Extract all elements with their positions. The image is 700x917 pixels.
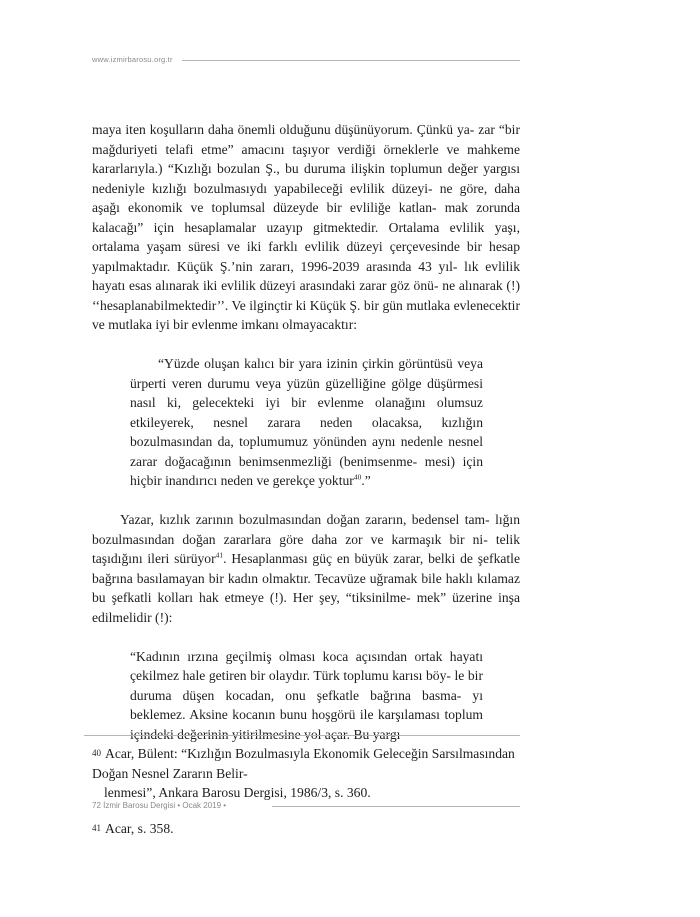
- header-rule: [182, 60, 520, 61]
- footnote-rule: [84, 735, 520, 736]
- text-line: zar “bir mağduriyeti telafi etme” amacını taşıyor verdiği örneklerle ve: [92, 122, 520, 157]
- text-line: ne alınarak (!) ‘‘hesaplanabilmektedir’’. Ve ilginçtir ki Küçük Ş. bir gün: [92, 278, 520, 313]
- body-text: [92, 120, 520, 744]
- footnote: [92, 744, 520, 803]
- text-line: evlilik yaşı, ortalama yaşam süresi ve iki farklı evlilik düzeyi çerçevesinde: [92, 219, 520, 254]
- block-quote: [130, 354, 483, 491]
- text-line: maya iten koşulların daha önemli olduğunu düşünüyorum. Çünkü ya-: [92, 122, 475, 137]
- header-url: www.izmirbarosu.org.tr: [92, 55, 173, 64]
- running-header: [92, 55, 520, 67]
- text-line: bir hesap yapılmaktadır. Küçük Ş.’nin zararı, 1996-2039 arasında 43 yıl-: [92, 239, 520, 274]
- text-line: olumsuz etkileyerek, nesnel zarara neden olacaksa, kızlığın: [130, 395, 483, 430]
- text-line: le bir duruma düşen kocadan, onu şefkatle bağrına basma-: [130, 668, 483, 703]
- text-line: Yazar, kızlık zarının bozulmasından doğan zararın, bedensel tam-: [120, 512, 490, 527]
- text-line: de şefkatle bağrına basılamayan bir kadın olmaktır. Tecavüze uğramak: [92, 551, 520, 586]
- footnotes: [92, 744, 520, 838]
- footnote-text: lenmesi”, Ankara Barosu Dergisi, 1986/3, s. 360.: [104, 785, 371, 800]
- footnote-ref[interactable]: 41: [215, 550, 224, 560]
- footnote-text: Acar, s. 358.: [105, 820, 174, 836]
- text-line: mek” üzerine inşa edilmelidir (!):: [92, 590, 520, 625]
- text-line: “Kadının ırzına geçilmiş olması koca açısından ortak hayatı: [130, 648, 483, 664]
- text-line: telik taşıdığını ileri sürüyor: [92, 531, 520, 566]
- footnote-text: Acar, Bülent: “Kızlığın Bozulmasıyla Ekonomik Geleceğin Sarsılmasından Doğan Nesnel Zararın Belir-: [92, 746, 515, 781]
- text-line: bozulmasından da, toplumumuz yönünden aynı nedenle: [130, 434, 443, 449]
- text-line: “Yüzde oluşan kalıcı bir yara izinin çirkin görüntüsü: [158, 356, 453, 371]
- text-line: ne göre, daha aşağı ekonomik ve toplumsal düzeyde bir evliliğe katlan-: [92, 180, 520, 215]
- text-line: yı beklemez. Aksine kocanın bunu hoşgörü ile karşılaması: [130, 687, 483, 722]
- text-line: mahkeme kararlarıyla.) “Kızlığı bozulan Ş., bu duruma ilişkin toplumun: [92, 141, 520, 176]
- text-line: mutlaka evlenecektir ve mutlaka iyi bir evlenme imkanı olmayacaktır:: [92, 297, 520, 332]
- text-line: nesnel zarar doğacağının benimsenmezliği (benimsenme-: [130, 434, 483, 469]
- paragraph: [92, 510, 520, 627]
- text-line: düşürmesi nasıl ki, gelecekteki iyi bir evlenme olanağını: [130, 375, 483, 410]
- footer-rule: [272, 806, 520, 807]
- footnote-ref[interactable]: 40: [353, 472, 362, 482]
- text-line: lığın bozulmasından doğan zararlara göre daha zor ve karmaşık bir ni-: [92, 512, 520, 547]
- footnote-number: 40: [92, 748, 101, 758]
- text-line: toplum içindeki değerinin yitirilmesine yol açar. Bu yargı: [130, 707, 483, 742]
- text-line: çekilmez hale getiren bir olaydır. Türk toplumu karısı böy-: [130, 668, 451, 683]
- text-line: . Hesaplanması güç en büyük zarar, belki: [223, 551, 456, 566]
- text-line: lık evlilik hayatı esas alınarak iki evlilik düzeyi arasındaki zarar göz önü-: [92, 258, 520, 293]
- block-quote: [130, 647, 483, 745]
- text-line: .”: [361, 473, 371, 488]
- text-line: değer yargısı nedeniyle kızlığı bozulmasıydı yapabileceği evlilik düzeyi-: [92, 161, 520, 196]
- footnote-number: 41: [92, 822, 101, 833]
- text-line: mak zorunda kalacağı” için hesaplamalar uzayıp gitmektedir. Ortalama: [92, 200, 521, 235]
- footer-text: 72 İzmir Barosu Dergisi • Ocak 2019 •: [92, 801, 227, 810]
- text-line: bile haklı kılamaz bu şefkatli kolları hak etmeye (!). Her şey, “tiksinilme-: [92, 570, 520, 605]
- text-line: mesi) için hiçbir inandırıcı neden ve gerekçe yoktur: [130, 453, 483, 488]
- running-footer: [92, 801, 520, 813]
- text-line: veya ürperti veren durumu veya yüzün güzelliğine gölge: [130, 356, 483, 391]
- paragraph: [92, 120, 520, 335]
- footnote: [92, 819, 520, 839]
